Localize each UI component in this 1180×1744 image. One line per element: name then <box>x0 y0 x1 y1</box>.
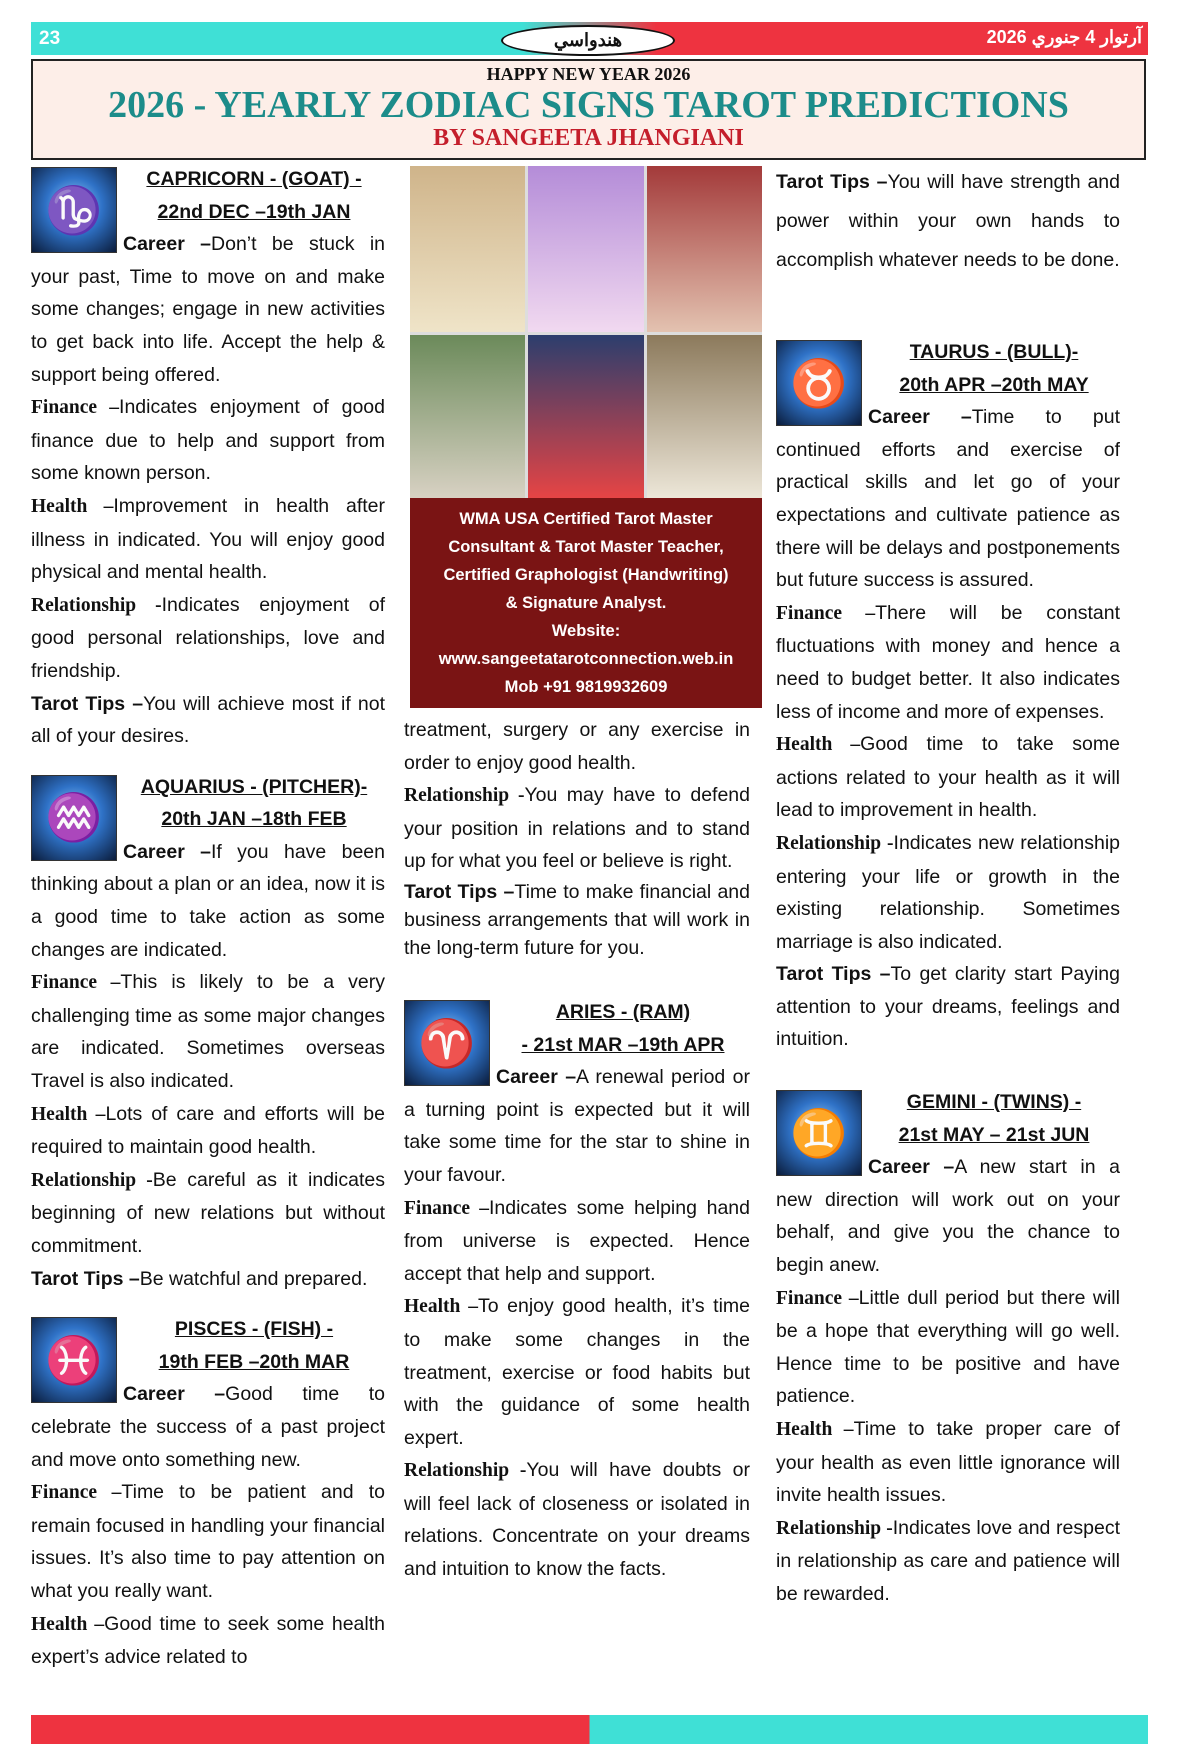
tarot-label: Tarot Tips – <box>776 171 888 193</box>
taurus-finance: There will be constant fluctuations with money and hence a need to budget better. It also indicates less of income and more of expenses. <box>776 601 1120 723</box>
career-label: Career – <box>123 1383 226 1406</box>
pisces-health: Good time to seek some health expert’s advice related to <box>31 1612 385 1669</box>
water-bearer-icon: ♒ <box>31 775 117 861</box>
collage-photo <box>410 335 525 501</box>
aquarius-relationship: Be careful as it indicates beginning of new relations but without commitment. <box>31 1168 386 1257</box>
career-label: Career – <box>496 1066 577 1089</box>
relationship-label: Relationship - <box>776 832 894 854</box>
capricorn-section <box>31 163 385 391</box>
health-label: Health – <box>404 1296 479 1318</box>
relationship-label: Relationship - <box>404 1460 527 1482</box>
relationship-label: Relationship - <box>404 785 525 807</box>
finance-label: Finance – <box>31 1482 122 1504</box>
relationship-label: Relationship - <box>31 1169 153 1191</box>
pisces-tarot: Time to make financial and business arrangements that will work in the long-term future for you. <box>404 880 750 959</box>
issue-date: آرتوار 4 جنوري 2026 <box>986 27 1142 47</box>
article-title: 2026 - YEARLY ZODIAC SIGNS TAROT PREDICTIONS <box>108 84 1069 126</box>
article-header <box>31 59 1146 160</box>
pisces-title: PISCES - (FISH) - <box>174 1318 334 1341</box>
career-label: Career – <box>123 233 212 256</box>
health-label: Health – <box>776 734 861 756</box>
pisces-finance: Time to be patient and to remain focused in handling your financial issues. It’s also time to pay attention on what you really want. <box>31 1481 385 1602</box>
capricorn-health: Improvement in health after illness in indicated. You will enjoy good physical and mental health. <box>31 494 385 584</box>
ram-icon: ♈ <box>404 1000 490 1086</box>
finance-label: Finance – <box>776 602 876 624</box>
career-label: Career – <box>868 406 972 429</box>
health-label: Health – <box>31 1103 106 1125</box>
top-color-bar <box>31 22 1148 55</box>
aries-career: A renewal period or a turning point is expected but it will take some time for the star to shine in your favour. <box>404 1066 750 1186</box>
collage-photo <box>647 166 762 332</box>
pisces-section <box>31 1313 385 1476</box>
pisces-dates: 19th FEB –20th MAR <box>158 1350 350 1373</box>
caption-line: WMA USA Certified Tarot Master <box>459 510 713 528</box>
taurus-dates: 20th APR –20th MAY <box>899 373 1089 396</box>
career-label: Career – <box>123 840 211 863</box>
left-column <box>31 163 385 1674</box>
gemini-finance: Little dull period but there will be a hope that everything will go well. Hence time to be positive and have patience. <box>776 1286 1120 1408</box>
page-number: 23 <box>39 28 61 49</box>
relationship-label: Relationship - <box>776 1517 893 1539</box>
caption-line: Consultant & Tarot Master Teacher, <box>448 538 724 556</box>
aries-finance: Indicates some helping hand from universe is expected. Hence accept that help and support. <box>404 1196 750 1285</box>
aquarius-tarot: Be watchful and prepared. <box>139 1267 368 1290</box>
collage-photo <box>647 335 762 501</box>
gemini-title: GEMINI - (TWINS) - <box>906 1091 1082 1114</box>
author-photo-collage <box>410 166 762 500</box>
bull-icon: ♉ <box>776 340 862 426</box>
aries-tarot: You will have strength and power within your own hands to accomplish whatever needs to be done. <box>776 171 1120 271</box>
gemini-dates: 21st MAY – 21st JUN <box>898 1123 1090 1146</box>
aries-title: ARIES - (RAM) <box>555 1000 691 1023</box>
gemini-health: Time to take proper care of your health as even little ignorance will invite health issues. <box>776 1418 1120 1507</box>
taurus-health: Good time to take some actions related to your health as it will lead to improvement in health. <box>776 733 1120 822</box>
finance-label: Finance – <box>776 1287 859 1309</box>
pisces-health-continued: treatment, surgery or any exercise in order to enjoy good health. <box>404 719 750 774</box>
aquarius-career: If you have been thinking about a plan or an idea, now it is a good time to take action as some changes are indicated. <box>31 840 385 961</box>
caption-phone: Mob +91 9819932609 <box>504 678 668 696</box>
relationship-label: Relationship - <box>31 594 162 616</box>
taurus-section <box>776 336 1120 597</box>
newspaper-logo: هندواسي <box>501 25 675 56</box>
twins-icon: ♊ <box>776 1090 862 1176</box>
health-label: Health – <box>31 1613 105 1635</box>
finance-label: Finance – <box>31 397 120 419</box>
gemini-relationship: Indicates love and respect in relationship as care and patience will be rewarded. <box>776 1516 1120 1605</box>
tarot-label: Tarot Tips – <box>31 1267 140 1290</box>
taurus-career: Time to put continued efforts and exercise of practical skills and let go of your expectations and cultivate patience as there will be delays and postponements but future success is assured. <box>776 406 1120 592</box>
right-column <box>776 163 1120 1611</box>
aquarius-title: AQUARIUS - (PITCHER)- <box>140 775 368 798</box>
pisces-relationship: You may have to defend your position in relations and to stand up for what you feel or believe is right. <box>404 784 750 873</box>
capricorn-tarot: You will achieve most if not all of your desires. <box>31 692 385 748</box>
fish-icon: ♓ <box>31 1317 117 1403</box>
header-kicker: HAPPY NEW YEAR 2026 <box>486 64 691 84</box>
aquarius-health: Lots of care and efforts will be required to maintain good health. <box>31 1102 385 1159</box>
caption-line: Certified Graphologist (Handwriting) <box>443 566 729 584</box>
tarot-label: Tarot Tips – <box>404 880 515 903</box>
caption-website: www.sangeetatarotconnection.web.in <box>438 650 734 668</box>
health-label: Health – <box>776 1419 854 1440</box>
bottom-color-bar <box>31 1715 1148 1744</box>
tarot-label: Tarot Tips – <box>31 692 144 715</box>
career-label: Career – <box>868 1156 955 1179</box>
goat-icon: ♑ <box>31 167 117 253</box>
gemini-section <box>776 1086 1120 1282</box>
article-byline: BY SANGEETA JHANGIANI <box>433 125 744 151</box>
capricorn-dates: 22nd DEC –19th JAN <box>157 200 351 223</box>
finance-label: Finance – <box>31 972 121 994</box>
taurus-title: TAURUS - (BULL)- <box>909 341 1079 363</box>
capricorn-finance: Indicates enjoyment of good finance due to help and support from some known person. <box>31 396 385 485</box>
aquarius-section <box>31 771 385 967</box>
gemini-career: A new start in a new direction will work out on your behalf, and give you the chance to begin anew. <box>776 1156 1120 1277</box>
pisces-career: Good time to celebrate the success of a past project and move onto something new. <box>31 1383 385 1471</box>
middle-column <box>404 714 750 1586</box>
taurus-relationship: Indicates new relationship entering your life or growth in the existing relationship. Sometimes marriage is also indicated. <box>776 831 1120 953</box>
aries-health: To enjoy good health, it’s time to make some changes in the treatment, exercise or food habits but with the guidance of some health expert. <box>404 1295 750 1449</box>
aquarius-finance: This is likely to be a very challenging time as some major changes are indicated. Sometimes overseas Travel is also indicated. <box>31 971 385 1093</box>
aries-dates: - 21st MAR –19th APR <box>521 1033 725 1056</box>
caption-line: Website: <box>551 622 621 640</box>
taurus-tarot: To get clarity start Paying attention to your dreams, feelings and intuition. <box>776 963 1120 1051</box>
capricorn-relationship: Indicates enjoyment of good personal relationships, love and friendship. <box>31 593 385 682</box>
tarot-label: Tarot Tips – <box>776 963 891 986</box>
capricorn-title: CAPRICORN - (GOAT) - <box>146 168 362 190</box>
capricorn-career: Don’t be stuck in your past, Time to move on and make some changes; engage in new activities to get back into life. Accept the help & support being offered. <box>31 233 385 386</box>
collage-photo <box>410 166 525 332</box>
author-credentials-box <box>410 498 762 708</box>
collage-photo <box>528 166 643 332</box>
caption-line: & Signature Analyst. <box>505 594 667 612</box>
aries-section <box>404 996 750 1192</box>
aries-relationship: You will have doubts or will feel lack of closeness or isolated in relations. Concentrate on your dreams and intuition to know the facts. <box>404 1459 750 1581</box>
aquarius-dates: 20th JAN –18th FEB <box>161 808 347 831</box>
finance-label: Finance – <box>404 1197 489 1219</box>
health-label: Health – <box>31 495 114 517</box>
collage-photo <box>528 335 643 501</box>
